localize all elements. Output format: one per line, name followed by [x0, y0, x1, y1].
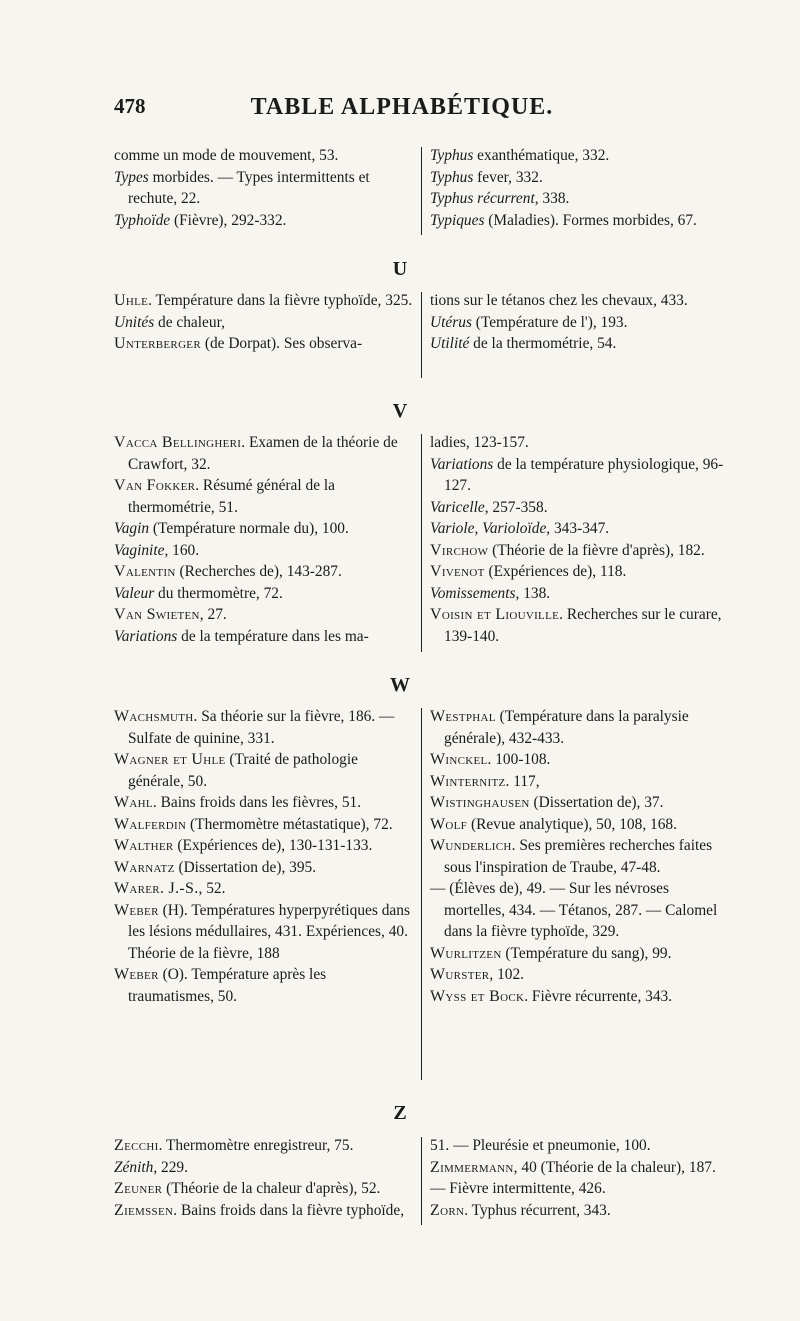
- entry-text: (de Dorpat). Ses observa-: [200, 335, 363, 352]
- entry-text: — (Élèves de), 49. — Sur les névroses mortelles, 434. — Tétanos, 287. — Calomel dans la fièvre typhoïde, 329.: [430, 880, 718, 940]
- entry-text: . Résumé général de la thermométrie, 51.: [128, 477, 335, 516]
- entry-text: exanthématique, 332.: [473, 147, 610, 164]
- index-entry: [114, 210, 414, 232]
- entry-text: du thermomètre, 72.: [154, 584, 283, 602]
- entry-text: (Dissertation de), 395.: [174, 858, 317, 876]
- entry-author: Vacca Bellingheri: [114, 434, 242, 451]
- entry-term: Variole, Varioloïde: [430, 520, 547, 537]
- entry-term: Types: [114, 168, 149, 186]
- entry-text: , 257-358.: [484, 498, 548, 516]
- entry-text: tions sur le tétanos chez les chevaux, 433.: [430, 292, 688, 309]
- section-letter-w: W: [390, 674, 410, 696]
- index-entry: [114, 333, 414, 355]
- index-entry: [430, 432, 726, 454]
- index-entry: [114, 1157, 414, 1179]
- index-entry: [114, 561, 414, 583]
- entry-term: Variations: [430, 455, 494, 473]
- index-entry: [430, 604, 726, 647]
- entry-text: , 52.: [198, 880, 226, 897]
- page-header: [114, 94, 690, 124]
- entry-text: (Maladies). Formes morbides, 67.: [484, 211, 697, 229]
- column-rule: [421, 1137, 422, 1225]
- entry-text: de la température physiologique, 96-127.: [444, 455, 724, 494]
- index-entry: [114, 857, 414, 879]
- entry-term: Varicelle: [430, 498, 485, 516]
- entry-term: Utilité: [430, 335, 470, 352]
- right-column: [430, 1135, 726, 1221]
- entry-text: , 138.: [515, 584, 551, 602]
- entry-author: Wagner et Uhle: [114, 751, 226, 768]
- entry-text: . Typhus récurrent, 343.: [464, 1201, 611, 1219]
- entry-term: Zénith: [114, 1158, 154, 1176]
- index-entry: [114, 814, 414, 836]
- entry-text: (Fièvre), 292-332.: [170, 211, 287, 229]
- entry-text: , 160.: [164, 541, 200, 559]
- left-column: [114, 1135, 414, 1221]
- index-entry: [114, 432, 414, 475]
- index-entry: [430, 878, 726, 943]
- entry-text: (Théorie de la fièvre d'après), 182.: [488, 541, 705, 559]
- entry-text: (Traité de pathologie générale, 50.: [128, 751, 358, 790]
- index-entry: [430, 792, 726, 814]
- index-entry: [114, 1178, 414, 1200]
- entry-text: (O). Température après les traumatismes, 50.: [128, 966, 327, 1005]
- entry-text: , 229.: [153, 1158, 188, 1176]
- entry-term: Unités: [114, 313, 155, 331]
- entry-text: , 27.: [199, 606, 227, 623]
- entry-term: Vomissements: [430, 584, 516, 602]
- entry-text: (Théorie de la chaleur d'après), 52.: [162, 1180, 381, 1197]
- right-column: [430, 145, 726, 231]
- entry-text: . Bains froids dans la fièvre typhoïde,: [173, 1201, 405, 1219]
- entry-text: . Examen de la théorie de Crawfort, 32.: [128, 434, 398, 473]
- entry-text: . Bains froids dans les fièvres, 51.: [152, 794, 362, 811]
- entry-author: Warnatz: [114, 858, 175, 876]
- entry-text: (Recherches de), 143-287.: [175, 563, 342, 580]
- column-rule: [421, 434, 422, 652]
- index-entry: [114, 792, 414, 814]
- entry-term: Typhus: [430, 168, 474, 186]
- index-entry: [114, 475, 414, 518]
- entry-term: Typiques: [430, 211, 485, 229]
- index-entry: [114, 878, 414, 900]
- entry-term: Vaginite: [114, 541, 165, 559]
- entry-author: Westphal: [430, 708, 496, 725]
- entry-text: . 100-108.: [487, 751, 551, 768]
- entry-text: de la thermométrie, 54.: [469, 335, 617, 352]
- entry-text: . Recherches sur le curare, 139-140.: [444, 606, 722, 645]
- entry-term: Typhus récurrent: [430, 190, 535, 207]
- entry-author: Weber: [114, 966, 159, 983]
- index-entry: [114, 518, 414, 540]
- entry-author: Winternitz: [430, 772, 506, 790]
- index-entry: [114, 900, 414, 965]
- index-entry: [114, 583, 414, 605]
- page-number: 478: [114, 94, 146, 118]
- index-entry: [114, 1135, 414, 1157]
- entry-text: (Revue analytique), 50, 108, 168.: [467, 815, 677, 833]
- entry-text: morbides. — Types intermittents et rechute, 22.: [128, 168, 370, 207]
- entry-text: de chaleur,: [154, 313, 225, 331]
- entry-author: Ziemssen: [114, 1201, 174, 1219]
- left-column: [114, 432, 414, 647]
- entry-text: . Ses premières recherches faites sous l'inspiration de Traube, 47-48.: [444, 837, 713, 876]
- entry-author: Wurster: [430, 966, 490, 983]
- entry-text: (Expériences de), 118.: [484, 563, 627, 580]
- entry-text: 51. — Pleurésie et pneumonie, 100.: [430, 1137, 651, 1154]
- index-entry: [430, 1157, 726, 1179]
- index-entry: [430, 964, 726, 986]
- section-letter-v: V: [392, 400, 408, 422]
- column-rule: [421, 708, 422, 1080]
- left-column: [114, 706, 414, 1007]
- index-entry: [430, 1135, 726, 1157]
- index-entry: [430, 943, 726, 965]
- entry-term: Utérus: [430, 313, 472, 331]
- right-column: [430, 706, 726, 1007]
- entry-author: Zimmermann: [430, 1158, 514, 1176]
- entry-text: (H). Températures hyperpyrétiques dans les lésions médullaires, 431. Expériences, 40. Théorie de la fièvre, 188: [128, 901, 410, 962]
- entry-text: (Dissertation de), 37.: [529, 794, 664, 811]
- entry-author: Unterberger: [114, 335, 201, 352]
- index-entry: [430, 771, 726, 793]
- entry-author: Weber: [114, 901, 159, 919]
- entry-text: — Fièvre intermittente, 426.: [430, 1180, 606, 1197]
- index-entry: [430, 333, 726, 355]
- section-letter-u: U: [392, 258, 408, 280]
- entry-text: , 343-347.: [546, 520, 610, 537]
- index-entry: [114, 1200, 414, 1222]
- entry-text: (Expériences de), 130-131-133.: [173, 837, 373, 854]
- entry-text: . Fièvre récurrente, 343.: [524, 987, 673, 1005]
- entry-text: (Température du sang), 99.: [501, 944, 672, 962]
- entry-author: Warer. J.-S.: [114, 880, 199, 897]
- index-entry: [430, 583, 726, 605]
- entry-text: . Sa théorie sur la fièvre, 186. — Sulfate de quinine, 331.: [128, 708, 395, 747]
- index-entry: [430, 986, 726, 1008]
- index-entry: [430, 518, 726, 540]
- index-entry: [430, 540, 726, 562]
- index-entry: [430, 167, 726, 189]
- entry-author: Walther: [114, 837, 174, 854]
- entry-term: Vagin: [114, 520, 150, 537]
- entry-author: Vivenot: [430, 563, 485, 580]
- index-entry: [114, 706, 414, 749]
- entry-author: Van Swieten: [114, 606, 200, 623]
- index-entry: [430, 312, 726, 334]
- entry-author: Wahl: [114, 794, 153, 811]
- index-entry: [430, 290, 726, 312]
- entry-text: , 338.: [534, 190, 570, 207]
- index-entry: [114, 312, 414, 334]
- entry-author: Virchow: [430, 541, 489, 559]
- entry-text: (Température de l'), 193.: [471, 313, 628, 331]
- index-entry: [430, 814, 726, 836]
- entry-text: . Température dans la fièvre typhoïde, 325.: [148, 292, 413, 309]
- entry-author: Winckel: [430, 751, 488, 768]
- index-entry: [114, 749, 414, 792]
- entry-author: Wachsmuth: [114, 708, 194, 725]
- entry-author: Wolf: [430, 815, 468, 833]
- index-entry: [114, 145, 414, 167]
- column-rule: [421, 292, 422, 378]
- index-entry: [114, 540, 414, 562]
- entry-term: Variations: [114, 627, 178, 645]
- entry-text: ladies, 123-157.: [430, 434, 529, 451]
- index-entry: [430, 497, 726, 519]
- index-entry: [430, 454, 726, 497]
- index-entry: [430, 1200, 726, 1222]
- entry-author: Zecchi: [114, 1137, 159, 1154]
- entry-author: Van Fokker: [114, 477, 196, 494]
- index-entry: [114, 167, 414, 210]
- entry-author: Voisin et Liouville: [430, 606, 560, 623]
- entry-author: Uhle: [114, 292, 149, 309]
- index-entry: [430, 1178, 726, 1200]
- right-column: [430, 290, 726, 355]
- entry-term: Valeur: [114, 584, 155, 602]
- index-entry: [430, 749, 726, 771]
- entry-author: Wurlitzen: [430, 944, 502, 962]
- entry-author: Valentin: [114, 563, 176, 580]
- entry-author: Wunderlich: [430, 837, 512, 854]
- left-column: [114, 145, 414, 231]
- entry-term: Typhus: [430, 147, 474, 164]
- entry-text: comme un mode de mouvement, 53.: [114, 147, 339, 164]
- entry-text: fever, 332.: [473, 168, 543, 186]
- entry-author: Zeuner: [114, 1180, 163, 1197]
- left-column: [114, 290, 414, 355]
- index-entry: [114, 964, 414, 1007]
- entry-author: Wistinghausen: [430, 794, 530, 811]
- entry-author: Walferdin: [114, 815, 187, 833]
- section-letter-z: Z: [393, 1102, 407, 1124]
- right-column: [430, 432, 726, 647]
- entry-text: , 40 (Théorie de la chaleur), 187.: [513, 1158, 716, 1176]
- column-rule: [421, 147, 422, 235]
- index-entry: [430, 835, 726, 878]
- index-entry: [430, 210, 726, 232]
- entry-text: de la température dans les ma-: [177, 627, 369, 645]
- index-entry: [430, 561, 726, 583]
- entry-text: , 102.: [489, 966, 525, 983]
- entry-text: . 117,: [505, 772, 540, 790]
- entry-text: . Thermomètre enregistreur, 75.: [158, 1137, 354, 1154]
- page-title: TABLE ALPHABÉTIQUE.: [250, 94, 554, 120]
- index-entry: [430, 145, 726, 167]
- index-entry: [430, 188, 726, 210]
- entry-text: (Thermomètre métastatique), 72.: [186, 815, 393, 833]
- entry-author: Zorn: [430, 1201, 465, 1219]
- entry-text: (Température normale du), 100.: [149, 520, 349, 537]
- entry-term: Typhoïde: [114, 211, 171, 229]
- index-entry: [114, 290, 414, 312]
- entry-text: (Température dans la paralysie générale), 432-433.: [444, 708, 689, 747]
- entry-author: Wyss et Bock: [430, 987, 525, 1005]
- index-entry: [114, 835, 414, 857]
- index-entry: [114, 604, 414, 626]
- index-entry: [114, 626, 414, 648]
- index-entry: [430, 706, 726, 749]
